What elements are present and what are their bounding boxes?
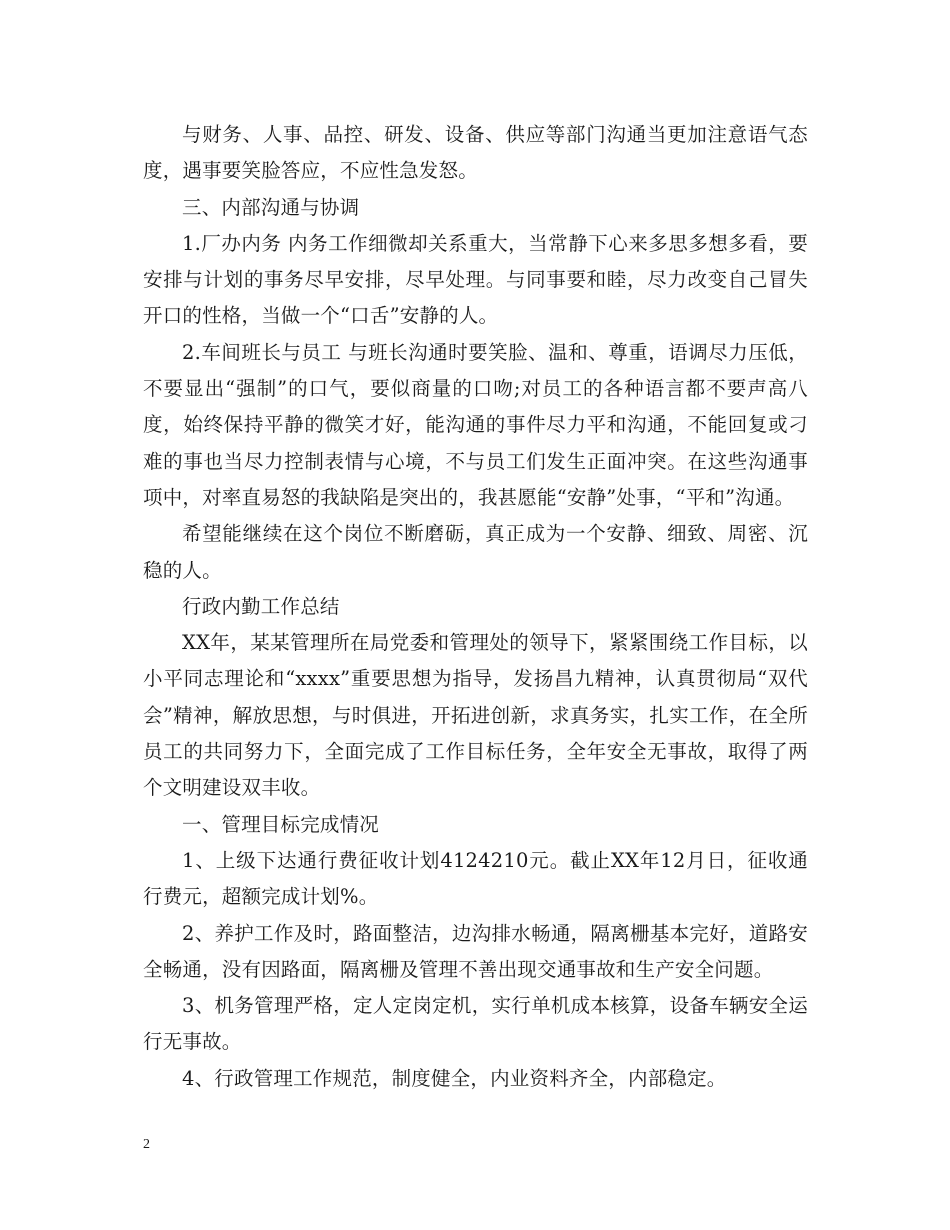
paragraph-factory-office: 1.厂办内务 内务工作细微却关系重大，当常静下心来多思多想多看，要安排与计划的事务尽早安排，尽早处理。与同事要和睦，尽力改变自己冒失开口的性格，当做一个“口舌”安静的人。 [143, 231, 808, 328]
list-item-equipment: 3、机务管理严格，定人定岗定机，实行单机成本核算，设备车辆安全运行无事故。 [143, 994, 808, 1054]
heading-internal-communication: 三、内部沟通与协调 [182, 195, 360, 219]
heading-management-goals: 一、管理目标完成情况 [182, 812, 380, 836]
list-item-admin-management: 4、行政管理工作规范，制度健全，内业资料齐全，内部稳定。 [182, 1066, 727, 1090]
list-item-toll-collection: 1、上级下达通行费征收计划4124210元。截止XX年12月日，征收通行费元，超额完成计划%。 [143, 848, 808, 909]
paragraph-annual-overview: XX年，某某管理所在局党委和管理处的领导下，紧紧围绕工作目标，以小平同志理论和“xxxx”重要思想为指导，发扬昌九精神，认真贯彻局“双代会”精神，解放思想，与时俱进，开拓进创新，求真务实，扎实工作，在全所员工的共同努力下，全面完成了工作目标任务，全年安全无事故，取得了两个文明建设双丰收。 [143, 631, 808, 800]
list-item-maintenance: 2、养护工作及时，路面整洁，边沟排水畅通，隔离栅基本完好，道路安全畅通，没有因路面，隔离栅及管理不善出现交通事故和生产安全问题。 [143, 921, 808, 981]
page-number: 2 [143, 1137, 150, 1152]
paragraph-department-communication: 与财务、人事、品控、研发、设备、供应等部门沟通当更加注意语气态度，遇事要笑脸答应，不应性急发怒。 [143, 123, 808, 183]
paragraph-hope: 希望能继续在这个岗位不断磨砺，真正成为一个安静、细致、周密、沉稳的人。 [143, 522, 808, 582]
heading-admin-summary: 行政内勤工作总结 [182, 594, 340, 618]
document-body [143, 117, 808, 1097]
paragraph-workshop-staff: 2.车间班长与员工 与班长沟通时要笑脸、温和、尊重，语调尽力压低，不要显出“强制”的口气，要似商量的口吻;对员工的各种语言都不要声高八度，始终保持平静的微笑才好，能沟通的事件尽力平和沟通，不能回复或刁难的事也当尽力控制表情与心境，不与员工们发生正面冲突。在这些沟通事项中，对率直易怒的我缺陷是突出的，我甚愿能“安静”处事，“平和”沟通。 [143, 340, 808, 509]
